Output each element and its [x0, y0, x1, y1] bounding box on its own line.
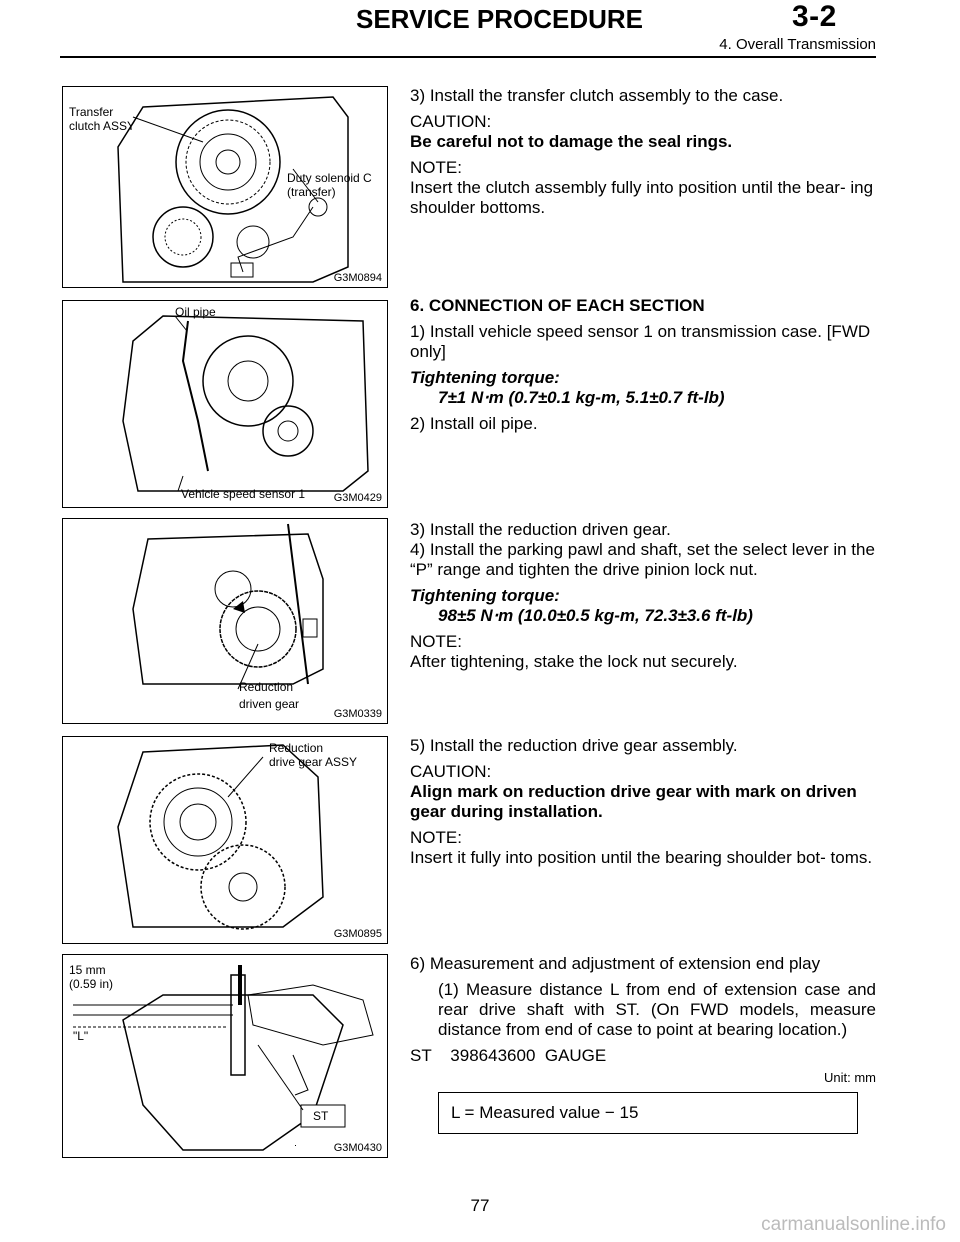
step-text: 2) Install oil pipe. — [410, 414, 538, 433]
figure-code: G3M0429 — [333, 492, 382, 504]
step-text: 4) Install the parking pawl and shaft, set the select lever in the “P” range and tighten the drive pinion lock nut. — [410, 540, 875, 579]
caution-label: CAUTION: — [410, 112, 492, 131]
torque-value: 98±5 N⋅m (10.0±0.5 kg-m, 72.3±3.6 ft-lb) — [438, 606, 753, 625]
watermark-footer: carmanualsonline.info — [761, 1214, 946, 1235]
header-rule — [60, 56, 876, 58]
torque-value: 7±1 N⋅m (0.7±0.1 kg-m, 5.1±0.7 ft-lb) — [438, 388, 725, 407]
section-title: SERVICE PROCEDURE — [356, 4, 644, 34]
section-reduction-drive — [410, 736, 876, 874]
note-label: NOTE: — [410, 158, 462, 177]
figure-reduction-drive-gear — [62, 736, 388, 944]
figure-reduction-driven-gear — [62, 518, 388, 724]
section-subtitle: 4. Overall Transmission — [719, 36, 876, 53]
figure-extension-end-play — [62, 954, 388, 1158]
section-number: 3-2 — [792, 0, 837, 33]
caution-label: CAUTION: — [410, 762, 492, 781]
label-vehicle-speed-sensor: Vehicle speed sensor 1 — [181, 487, 306, 501]
label-duty-solenoid: Duty solenoid C (transfer) — [287, 171, 372, 199]
figure-code: G3M0894 — [333, 272, 382, 284]
substep-text: (1) Measure distance L from end of extension case and rear drive shaft with ST. (On FWD models, measure distance from end of case to point at bearing location.) — [438, 980, 876, 1039]
section-heading: 6. CONNECTION OF EACH SECTION — [410, 296, 705, 315]
figure-code: G3M0895 — [333, 928, 382, 940]
label-transfer-clutch: Transfer clutch ASSY — [69, 105, 136, 133]
label-reduction-driven-gear: Reduction driven gear — [239, 680, 300, 711]
label-oil-pipe: Oil pipe — [175, 305, 216, 319]
label-15mm: 15 mm (0.59 in) — [69, 963, 114, 991]
caution-text: Align mark on reduction drive gear with mark on driven gear during installation. — [410, 782, 857, 821]
special-tool: ST 398643600 GAUGE — [410, 1046, 607, 1065]
page-number: 77 — [470, 1196, 490, 1215]
torque-label: Tightening torque: — [410, 586, 560, 605]
reduction-driven-gear-illustration — [63, 519, 387, 723]
step-text: 6) Measurement and adjustment of extension end play — [410, 954, 821, 973]
unit-label: Unit: mm — [824, 1070, 876, 1085]
section-extension-end-play — [410, 954, 876, 1134]
section-reduction-driven — [410, 520, 876, 678]
torque-label: Tightening torque: — [410, 368, 560, 387]
note-text: Insert the clutch assembly fully into position until the bear- ing shoulder bottoms. — [410, 178, 874, 217]
figure-code: G3M0339 — [333, 708, 382, 720]
section-connection — [410, 296, 876, 440]
note-text: After tightening, stake the lock nut securely. — [410, 652, 738, 671]
oil-pipe-illustration — [63, 301, 387, 507]
formula-box: L = Measured value − 15 — [438, 1092, 858, 1134]
figure-transfer-clutch — [62, 86, 388, 288]
step-text: 3) Install the reduction driven gear. — [410, 520, 671, 539]
caution-text: Be careful not to damage the seal rings. — [410, 132, 733, 151]
label-st: ST — [313, 1109, 329, 1123]
step-text: 1) Install vehicle speed sensor 1 on transmission case. [FWD only] — [410, 322, 871, 361]
note-label: NOTE: — [410, 632, 462, 651]
figure-oil-pipe — [62, 300, 388, 508]
note-label: NOTE: — [410, 828, 462, 847]
step-text: 5) Install the reduction drive gear assembly. — [410, 736, 738, 755]
figure-code: G3M0430 — [333, 1142, 382, 1154]
label-reduction-drive-gear: Reduction drive gear ASSY — [269, 741, 358, 769]
note-text: Insert it fully into position until the bearing shoulder bot- toms. — [410, 848, 873, 867]
step-text: 3) Install the transfer clutch assembly to the case. — [410, 86, 784, 105]
label-L: "L" — [73, 1029, 89, 1043]
section-transfer-clutch — [410, 86, 876, 224]
